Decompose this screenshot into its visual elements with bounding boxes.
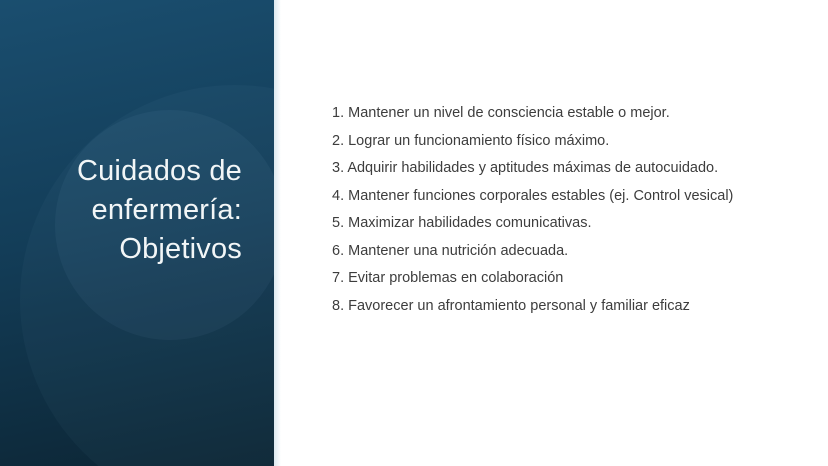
title-panel xyxy=(0,0,274,466)
objective-item: 7. Evitar problemas en colaboración xyxy=(332,270,564,286)
objective-item: 5. Maximizar habilidades comunicativas. xyxy=(332,215,592,231)
objectives-list xyxy=(332,104,752,324)
objective-item: 2. Lograr un funcionamiento físico máximo. xyxy=(332,132,610,149)
objective-item: 8. Favorecer un afrontamiento personal y familiar eficaz xyxy=(332,297,690,314)
objective-item: 4. Mantener funciones corporales estables (ej. Control vesical) xyxy=(332,187,734,204)
slide-title-line: enfermería: xyxy=(91,194,242,226)
slide-title xyxy=(28,152,242,269)
slide-title-line: Cuidados de xyxy=(76,155,242,187)
slide-title-line: Objetivos xyxy=(119,233,242,265)
objective-item: 3. Adquirir habilidades y aptitudes máximas de autocuidado. xyxy=(332,160,719,176)
objective-item: 6. Mantener una nutrición adecuada. xyxy=(332,242,569,259)
objective-item: 1. Mantener un nivel de consciencia estable o mejor. xyxy=(332,105,670,121)
panel-edge-strip xyxy=(274,0,281,466)
